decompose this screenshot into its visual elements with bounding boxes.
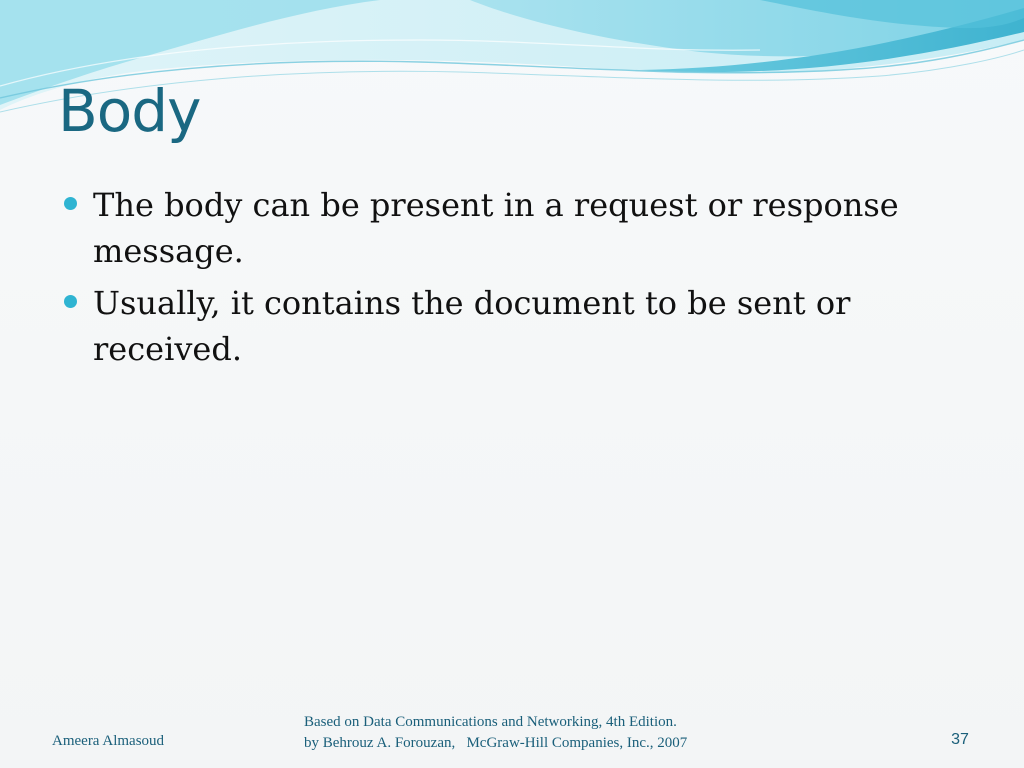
page-number: 37 <box>951 731 969 748</box>
bullet-dot-icon <box>64 295 77 308</box>
bullet-dot-icon <box>64 197 77 210</box>
bullet-text: The body can be present in a request or response message. <box>93 186 899 270</box>
bullet-item <box>64 182 904 274</box>
slide-title: Body <box>58 77 201 145</box>
bullet-text: Usually, it contains the document to be sent or received. <box>93 284 851 368</box>
bullet-list <box>64 182 904 378</box>
bullet-item <box>64 280 904 372</box>
footer-source-line: Based on Data Communications and Networking, 4th Edition. <box>304 714 677 730</box>
footer-author: Ameera Almasoud <box>52 733 165 749</box>
footer-source <box>304 712 784 754</box>
footer-source-line: by Behrouz A. Forouzan, McGraw-Hill Companies, Inc., 2007 <box>304 735 688 751</box>
